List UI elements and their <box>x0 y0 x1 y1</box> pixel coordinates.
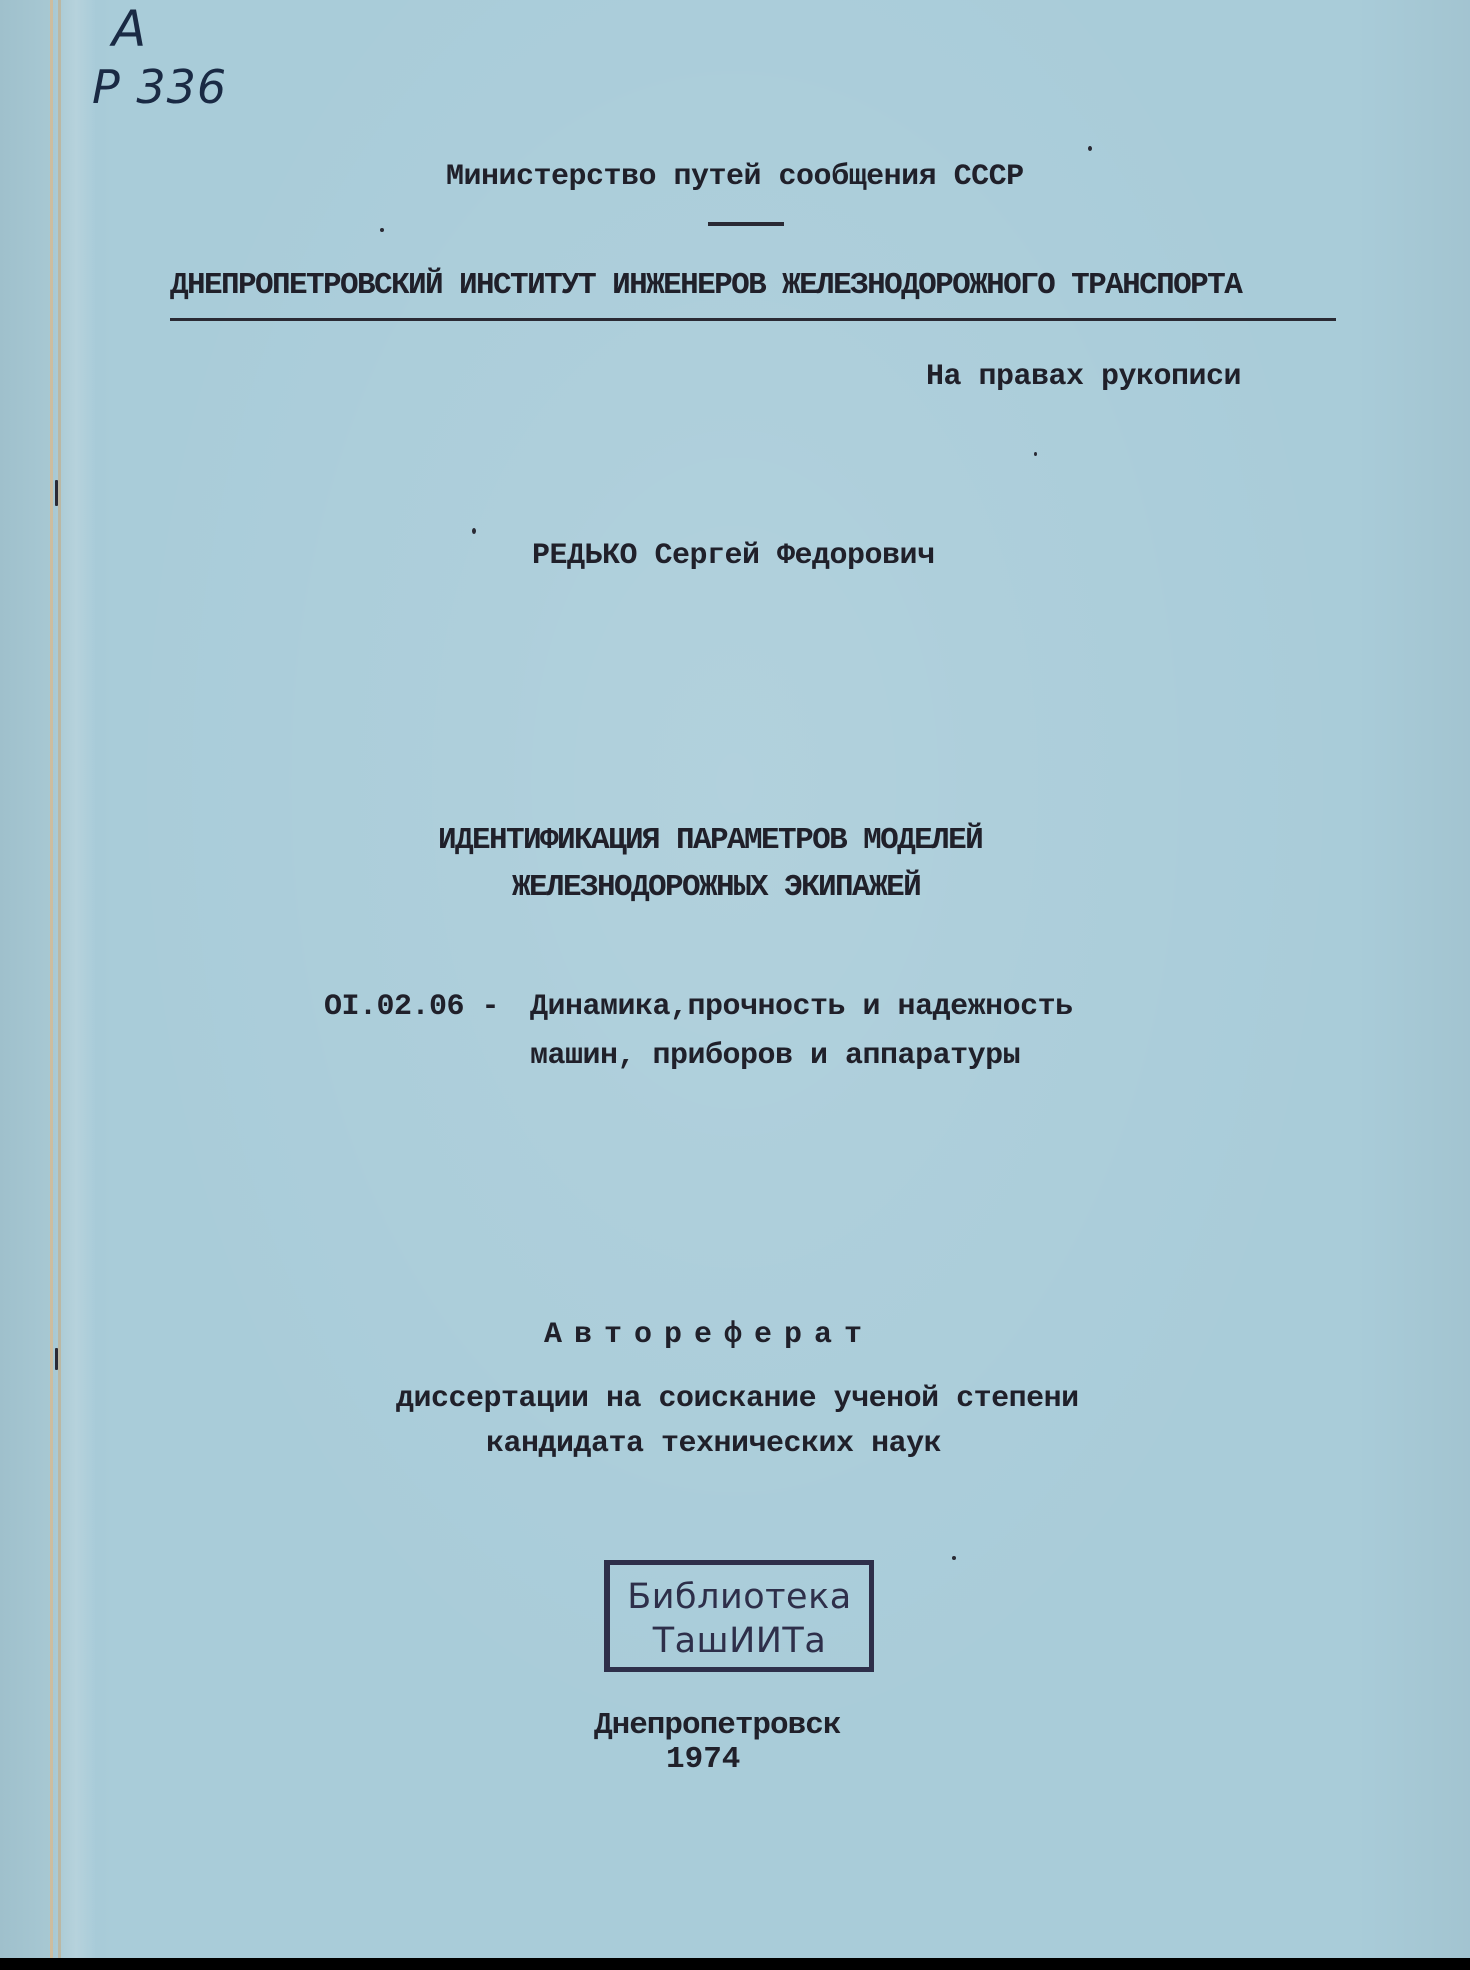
abstract-description-line-2: кандидата технических наук <box>486 1427 942 1461</box>
institute-heading: ДНЕПРОПЕТРОВСКИЙ ИНСТИТУТ ИНЖЕНЕРОВ ЖЕЛЕЗНОДОРОЖНОГО ТРАНСПОРТА <box>170 268 1242 303</box>
binding-mark <box>55 480 58 506</box>
binding-fold-line <box>50 0 53 1958</box>
abstract-description-line-1: диссертации на соискание ученой степени <box>396 1382 1079 1416</box>
paper-speck <box>1088 146 1092 151</box>
publication-year: 1974 <box>666 1742 741 1777</box>
title-line-2: ЖЕЛЕЗНОДОРОЖНЫХ ЭКИПАЖЕЙ <box>512 870 921 905</box>
binding-mark <box>55 1348 58 1370</box>
paper-speck <box>472 528 476 534</box>
publication-city: Днепропетровск <box>594 1708 841 1743</box>
manuscript-note: На правах рукописи <box>926 360 1242 394</box>
stamp-line-2: ТашИИТа <box>652 1621 827 1661</box>
binding-spine <box>0 0 95 1958</box>
paper-speck <box>952 1556 956 1560</box>
binding-fold-line <box>58 0 61 1958</box>
library-stamp <box>604 1560 874 1672</box>
author-name: РЕДЬКО Сергей Федорович <box>532 539 935 573</box>
scan-border <box>0 1958 1470 1970</box>
specialty-code: OI.02.06 - <box>324 990 500 1024</box>
stamp-line-1: Библиотека <box>627 1577 852 1617</box>
paper-speck <box>1034 452 1037 456</box>
specialty-line-2: машин, приборов и аппаратуры <box>530 1039 1021 1073</box>
handwritten-call-number: P 336 <box>92 60 228 114</box>
paper-speck <box>380 228 384 232</box>
short-divider <box>708 222 784 226</box>
handwritten-letter: A <box>112 0 147 58</box>
title-line-1: ИДЕНТИФИКАЦИЯ ПАРАМЕТРОВ МОДЕЛЕЙ <box>438 823 983 858</box>
ministry-heading: Министерство путей сообщения СССР <box>446 160 1024 194</box>
abstract-label: Автореферат <box>544 1318 875 1352</box>
specialty-line-1: Динамика,прочность и надежность <box>530 990 1073 1024</box>
long-divider <box>170 318 1336 321</box>
